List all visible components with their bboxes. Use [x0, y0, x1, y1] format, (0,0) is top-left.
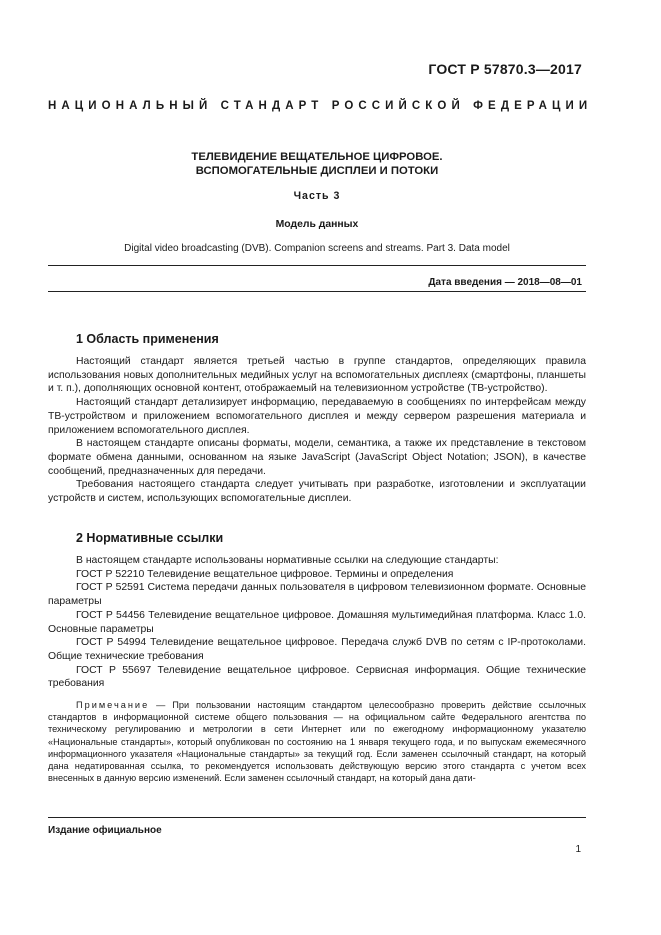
reference-item: ГОСТ Р 55697 Телевидение вещательное цифровое. Сервисная информация. Общие технические требования	[48, 664, 586, 690]
document-subtitle: Модель данных	[275, 219, 359, 230]
note-label: Примечание	[76, 700, 150, 711]
reference-item: ГОСТ Р 54994 Телевидение вещательное цифровое. Передача служб DVB по сетям с IP-протоколами. Общие технические требования	[48, 637, 586, 662]
divider-footer	[48, 817, 586, 818]
english-title: Digital video broadcasting (DVB). Companion screens and streams. Part 3. Data model	[124, 243, 510, 254]
section-scope	[48, 332, 586, 506]
reference-item: ГОСТ Р 54456 Телевидение вещательное цифровое. Домашняя мультимедийная платформа. Класс 1.0. Основные параметры	[48, 609, 586, 635]
section-normative-references	[48, 531, 586, 784]
title-line-2: ВСПОМОГАТЕЛЬНЫЕ ДИСПЛЕИ И ПОТОКИ	[195, 165, 439, 177]
paragraph: Настоящий стандарт детализирует информацию, передаваемую в сообщениях по интерфейсам между ТВ-устройством и приложением вспомогательного дисплея и между сервером разрешения материала и приложением вспомогательного дисплея.	[48, 397, 586, 436]
paragraph: Требования настоящего стандарта следует учитывать при разработке, изготовлении и эксплуатации устройств и систем, использующих вспомогательные дисплеи.	[48, 479, 586, 505]
edition-label: Издание официальное	[48, 825, 162, 836]
title-line-1: ТЕЛЕВИДЕНИЕ ВЕЩАТЕЛЬНОЕ ЦИФРОВОЕ.	[191, 151, 443, 163]
section-heading: 2 Нормативные ссылки	[76, 531, 224, 545]
reference-item: ГОСТ Р 52210 Телевидение вещательное цифровое. Термины и определения	[76, 568, 454, 580]
reference-item: ГОСТ Р 52591 Система передачи данных пользователя в цифровом телевизионном формате. Основные параметры	[48, 582, 586, 608]
note	[48, 699, 586, 784]
page-number: 1	[575, 844, 581, 855]
divider-middle	[48, 291, 586, 292]
document-code: ГОСТ Р 57870.3—2017	[428, 61, 582, 77]
national-standard-banner: НАЦИОНАЛЬНЫЙ СТАНДАРТ РОССИЙСКОЙ ФЕДЕРАЦИИ	[48, 100, 593, 112]
part-label: Часть 3	[293, 190, 341, 202]
introduction-date: Дата введения — 2018—08—01	[428, 277, 582, 288]
document-title	[48, 150, 586, 178]
paragraph: В настоящем стандарте использованы нормативные ссылки на следующие стандарты:	[76, 555, 499, 566]
divider-top	[48, 265, 586, 266]
paragraph: В настоящем стандарте описаны форматы, модели, семантика, а также их представление в текстовом формате обмена данными, основанном на языке JavaScript (JavaScript Object Notation; JSON), в качестве сообщений, предназначенных для передачи.	[48, 438, 586, 477]
note-text: — При пользовании настоящим стандартом целесообразно проверить действие ссылочных стандартов в информационной системе общего пользования — на официальном сайте Федерального агентства по техническому регулированию и метрологии в сети Интернет или по ежегодному информационному указателю «Национальные стандарты», который опубликован по состоянию на 1 января текущего года, и по выпускам ежемесячного информационного указателя «Национальные стандарты» за текущий год. Если заменен ссылочный стандарт, на который дана недатированная ссылка, то рекомендуется использовать действующую версию этого стандарта с учетом всех внесенных в данную версию изменений. Если заменен ссылочный стандарт, на который дана дати-	[48, 700, 586, 784]
section-heading: 1 Область применения	[76, 332, 219, 346]
paragraph: Настоящий стандарт является третьей частью в группе стандартов, определяющих правила использования новых дополнительных медийных услуг на вспомогательных дисплеях (смартфоны, планшеты и т. п.), дополняющих основной контент, отображаемый на телевизионном устройстве (ТВ-устройство).	[48, 356, 586, 395]
